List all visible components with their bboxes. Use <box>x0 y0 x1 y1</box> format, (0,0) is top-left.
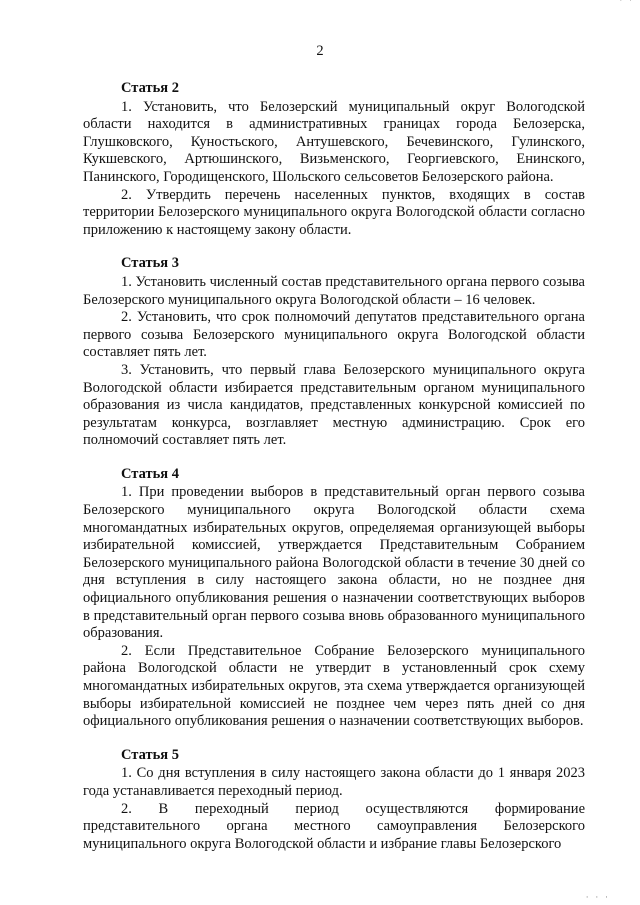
article-paragraph: 1. При проведении выборов в представительный орган первого созыва Белозерского муниципального округа Вологодской области схема многомандатных избирательных округов, определяемая организующей выборы избирательной комиссией, утверждается Представительным Собранием Белозерского муниципального района Вологодской области в течение 30 дней со дня вступления в силу настоящего закона области, но не позднее дня официального опубликования решения о назначении соответствующих выборов в представительный орган первого созыва вновь образованного муниципального образования. <box>83 484 585 642</box>
document-body <box>83 80 585 869</box>
article-paragraph: 1. Установить, что Белозерский муниципальный округ Вологодской области находится в административных границах города Белозерска, Глушковского, Куностьского, Антушевского, Бечевинского, Гулинского, Кукшевского, Артюшинского, Визьменского, Георгиевского, Енинского, Панинского, Городищенского, Шольского сельсоветов Белозерского района. <box>83 98 585 185</box>
article-paragraph: 2. В переходный период осуществляются формирование представительного органа местного самоуправления Белозерского муниципального округа Вологодской области и избрание главы Белозерского <box>83 800 585 852</box>
article-paragraph: 1. Установить численный состав представительного органа первого созыва Белозерского муниципального округа Вологодской области – 16 человек. <box>83 273 585 308</box>
article-title: Статья 2 <box>121 80 179 96</box>
page-edge-mark-bottom: · · · <box>585 893 610 903</box>
article-title: Статья 3 <box>121 255 179 272</box>
article-paragraph: 2. Утвердить перечень населенных пунктов, входящих в состав территории Белозерского муниципального округа Вологодской области согласно приложению к настоящему закону области. <box>83 186 585 238</box>
article-paragraph: 1. Со дня вступления в силу настоящего закона области до 1 января 2023 года устанавливается переходный период. <box>83 765 585 799</box>
page-edge-mark-top: · · <box>619 0 634 6</box>
page-number: 2 <box>316 43 324 59</box>
article-paragraph: 2. Если Представительное Собрание Белозерского муниципального района Вологодской области не утвердит в установленный срок схему многомандатных избирательных округов, эта схема утверждается организующей выборы избирательной комиссией не позднее чем через пять дней со дня официального опубликования решения о назначении соответствующих выборов. <box>83 642 585 730</box>
article-title: Статья 4 <box>121 465 179 482</box>
article-4 <box>83 466 585 731</box>
article-2 <box>83 80 585 239</box>
article-3 <box>83 255 585 450</box>
article-5 <box>83 747 585 854</box>
article-title: Статья 5 <box>121 746 179 763</box>
article-paragraph: 3. Установить, что первый глава Белозерского муниципального округа Вологодской области избирается представительным органом муниципального образования из числа кандидатов, представленных конкурсной комиссией по результатам конкурса, возглавляет местную администрацию. Срок его полномочий составляет пять лет. <box>83 361 585 449</box>
article-paragraph: 2. Установить, что срок полномочий депутатов представительного органа первого созыва Белозерского муниципального округа Вологодской области составляет пять лет. <box>83 309 585 361</box>
